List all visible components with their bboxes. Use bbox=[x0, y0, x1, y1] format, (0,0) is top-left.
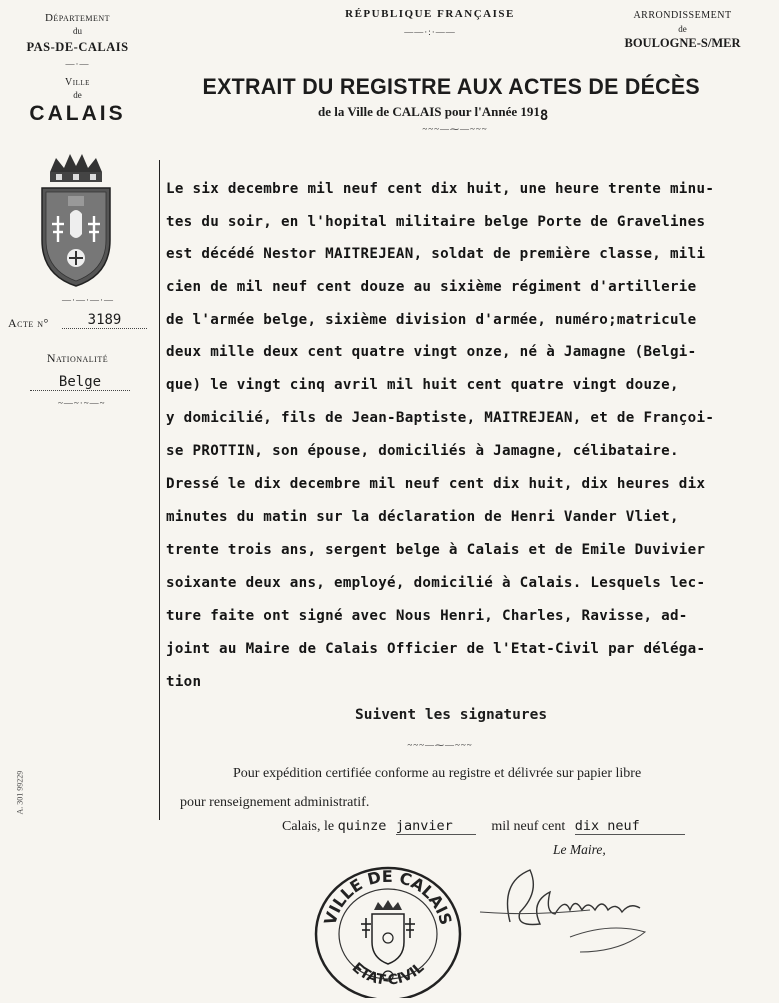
date-middle: mil neuf cent bbox=[491, 819, 566, 834]
arrondissement-label: ARRONDISSEMENT bbox=[633, 10, 732, 21]
body-line: que) le vingt cinq avril mil huit cent quatre vingt douze, bbox=[166, 377, 679, 393]
certification-line-1: Pour expédition certifiée conforme au registre et délivrée sur papier libre bbox=[233, 766, 642, 781]
body-line: y domicilié, fils de Jean-Baptiste, MAITREJEAN, et de Françoi- bbox=[166, 410, 715, 426]
mayor-signature bbox=[470, 852, 690, 962]
acte-number: 3189 bbox=[62, 312, 147, 329]
seal-top-text: VILLE DE CALAIS bbox=[320, 866, 456, 928]
ornament-divider-sidebar: ~—~·~—~ bbox=[58, 398, 106, 408]
signatures-heading: Suivent les signatures bbox=[355, 707, 548, 723]
seal-bottom-text: ETAT-CIVIL bbox=[348, 959, 428, 989]
body-line: tion bbox=[166, 674, 202, 690]
body-line: Dressé le dix decembre mil neuf cent dix huit, dix heures dix bbox=[166, 476, 706, 492]
acte-label: Acte n° bbox=[8, 316, 49, 330]
body-line: de l'armée belge, sixième division d'armée, numéro;matricule bbox=[166, 312, 697, 328]
date-day: quinze bbox=[337, 818, 387, 834]
republic-label: RÉPUBLIQUE FRANÇAISE bbox=[345, 8, 515, 20]
document-subtitle bbox=[318, 104, 549, 124]
subtitle-year-digit: 8 bbox=[539, 108, 549, 124]
right-header bbox=[590, 10, 775, 51]
arrondissement-value: BOULOGNE-S/MER bbox=[624, 36, 741, 50]
body-line: tes du soir, en l'hopital militaire belge Porte de Gravelines bbox=[166, 214, 706, 230]
date-line bbox=[282, 818, 685, 835]
margin-print-code: A. 301 99229 bbox=[15, 770, 25, 815]
body-line: trente trois ans, sergent belge à Calais et de Emile Duvivier bbox=[166, 542, 706, 558]
de-label: de bbox=[73, 90, 82, 100]
nationalite-label: Nationalité bbox=[46, 351, 109, 365]
body-line: minutes du matin sur la déclaration de Henri Vander Vliet, bbox=[166, 509, 679, 525]
du-label: du bbox=[73, 26, 82, 36]
ornament-divider-top: ——·:·—— bbox=[404, 27, 456, 37]
city-seal-stamp bbox=[312, 858, 464, 998]
date-year: dix neuf bbox=[575, 818, 685, 835]
coat-of-arms-icon bbox=[36, 150, 116, 290]
ornament-divider: —·— bbox=[65, 59, 90, 69]
body-line: se PROTTIN, son épouse, domiciliés à Jamagne, célibataire. bbox=[166, 443, 679, 459]
body-line: Le six decembre mil neuf cent dix huit, une heure trente minu- bbox=[166, 181, 715, 197]
body-line: soixante deux ans, employé, domicilié à Calais. Lesquels lec- bbox=[166, 575, 706, 591]
certification-line-2: pour renseignement administratif. bbox=[180, 795, 370, 810]
body-line: ture faite ont signé avec Nous Henri, Charles, Ravisse, ad- bbox=[166, 608, 688, 624]
departement-label: Département bbox=[44, 12, 111, 24]
departement-value: PAS-DE-CALAIS bbox=[26, 40, 129, 54]
subtitle-text: de la Ville de CALAIS pour l'Année 191 bbox=[318, 104, 540, 119]
svg-text:VILLE DE CALAIS bbox=[320, 867, 455, 927]
body-line: joint au Maire de Calais Officier de l'Etat-Civil par déléga- bbox=[166, 641, 706, 657]
body-line: deux mille deux cent quatre vingt onze, né à Jamagne (Belgi- bbox=[166, 344, 697, 360]
le-maire-label: Le Maire, bbox=[553, 842, 606, 857]
margin-rule bbox=[159, 160, 160, 820]
document-title: EXTRAIT DU REGISTRE AUX ACTES DE DÉCÈS bbox=[202, 74, 700, 99]
body-line: cien de mil neuf cent douze au sixième régiment d'artillerie bbox=[166, 279, 697, 295]
ornament-divider-title: ~~~—⁓—~~~ bbox=[422, 124, 488, 134]
ornament-divider-left: —·—·—·— bbox=[62, 295, 114, 305]
nationalite-value: Belge bbox=[30, 374, 130, 391]
left-header bbox=[0, 12, 155, 126]
ville-value: CALAIS bbox=[29, 102, 126, 125]
arrondissement-de: de bbox=[678, 24, 687, 34]
date-month: janvier bbox=[396, 818, 476, 835]
ornament-divider-signatures: ~~~—⁓—~~~ bbox=[407, 740, 473, 750]
date-prefix: Calais, le bbox=[282, 819, 335, 834]
ville-label: Ville bbox=[65, 77, 90, 88]
body-line: est décédé Nestor MAITREJEAN, soldat de première classe, mili bbox=[166, 246, 706, 262]
